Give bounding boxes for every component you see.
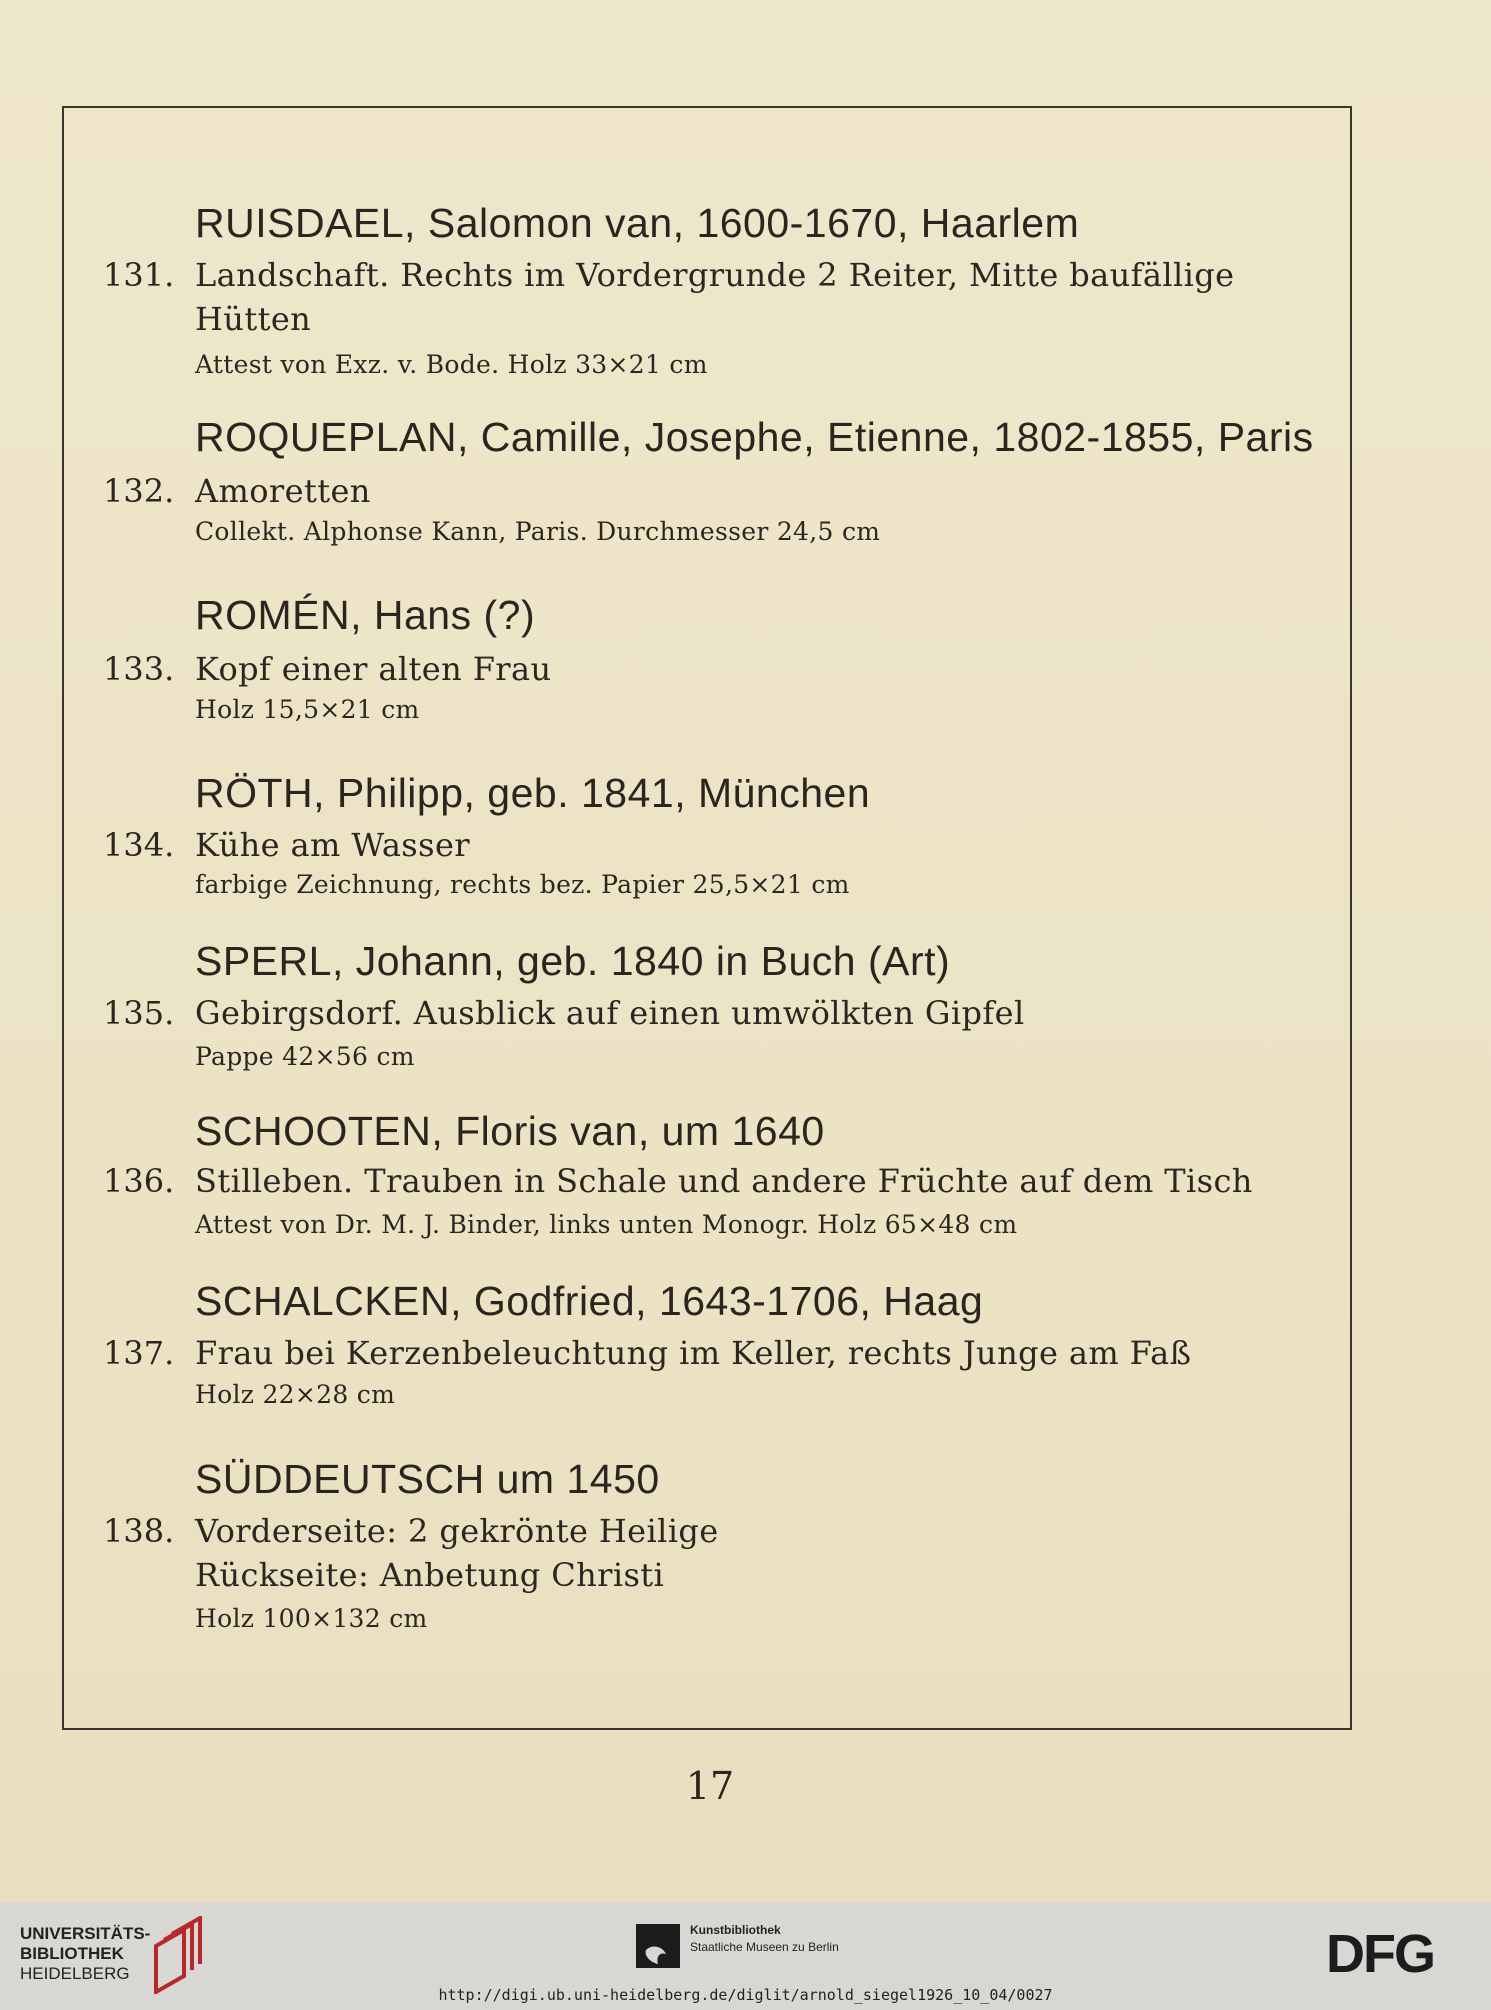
artist-heading: SPERL, Johann, geb. 1840 in Buch (Art): [195, 938, 951, 984]
lot-number: 137.: [103, 1334, 175, 1372]
lot-note: Pappe 42×56 cm: [195, 1042, 415, 1071]
lot-title: Amoretten: [195, 472, 371, 510]
lot-note: Collekt. Alphonse Kann, Paris. Durchmesser 24,5 cm: [195, 517, 881, 546]
page-number: 17: [685, 1764, 735, 1808]
lot-number: 136.: [103, 1162, 175, 1200]
lot-number: 134.: [103, 826, 175, 864]
lot-title: Kühe am Wasser: [195, 826, 470, 864]
dfg-logo-text: DFG: [1326, 1928, 1434, 1978]
artist-heading: RÖTH, Philipp, geb. 1841, München: [195, 770, 871, 816]
permalink-url[interactable]: http://digi.ub.uni-heidelberg.de/diglit/arnold_siegel1926_10_04/0027: [438, 1986, 1053, 2004]
artist-heading: ROMÉN, Hans (?): [195, 592, 536, 638]
ub-line-3: HEIDELBERG: [20, 1964, 130, 1983]
lot-title: Landschaft. Rechts im Vordergrunde 2 Reiter, Mitte baufällige: [195, 256, 1235, 294]
kunstbibliothek-logo-text: [690, 1922, 839, 1956]
lot-number: 138.: [103, 1512, 175, 1550]
kb-line-2: Staatliche Museen zu Berlin: [690, 1940, 839, 1954]
artist-heading: ROQUEPLAN, Camille, Josephe, Etienne, 1802-1855, Paris: [195, 414, 1314, 460]
lot-note: Holz 100×132 cm: [195, 1604, 428, 1633]
lot-title: Frau bei Kerzenbeleuchtung im Keller, rechts Junge am Faß: [195, 1334, 1192, 1372]
ub-line-2: BIBLIOTHEK: [20, 1944, 124, 1963]
university-library-logo-text: [20, 1924, 150, 1984]
ub-line-1: UNIVERSITÄTS-: [20, 1924, 151, 1943]
artist-heading: SÜDDEUTSCH um 1450: [195, 1456, 660, 1502]
lot-note: Holz 15,5×21 cm: [195, 695, 420, 724]
lot-number: 135.: [103, 994, 175, 1032]
lot-number: 133.: [103, 650, 175, 688]
lot-title: Gebirgsdorf. Ausblick auf einen umwölkten Gipfel: [195, 994, 1025, 1032]
artist-heading: RUISDAEL, Salomon van, 1600-1670, Haarlem: [195, 200, 1080, 246]
kunstbibliothek-logo-icon: [636, 1924, 680, 1973]
lot-title: Stilleben. Trauben in Schale und andere Früchte auf dem Tisch: [195, 1162, 1253, 1200]
lot-number: 131.: [103, 256, 175, 294]
artist-heading: SCHOOTEN, Floris van, um 1640: [195, 1108, 825, 1154]
digitization-footer: [0, 1902, 1491, 2010]
lot-note: Holz 22×28 cm: [195, 1380, 396, 1409]
lot-number: 132.: [103, 472, 175, 510]
kb-line-1: Kunstbibliothek: [690, 1923, 781, 1937]
lot-title-continued: Rückseite: Anbetung Christi: [195, 1556, 665, 1594]
lot-title: Vorderseite: 2 gekrönte Heilige: [195, 1512, 719, 1550]
lot-note: Attest von Dr. M. J. Binder, links unten Monogr. Holz 65×48 cm: [195, 1210, 1018, 1239]
artist-heading: SCHALCKEN, Godfried, 1643-1706, Haag: [195, 1278, 984, 1324]
lot-note: farbige Zeichnung, rechts bez. Papier 25,5×21 cm: [195, 870, 850, 899]
lot-note: Attest von Exz. v. Bode. Holz 33×21 cm: [195, 350, 708, 379]
lot-title: Kopf einer alten Frau: [195, 650, 552, 688]
lot-title-continued: Hütten: [195, 300, 312, 338]
dfg-logo: [1326, 1928, 1466, 1983]
